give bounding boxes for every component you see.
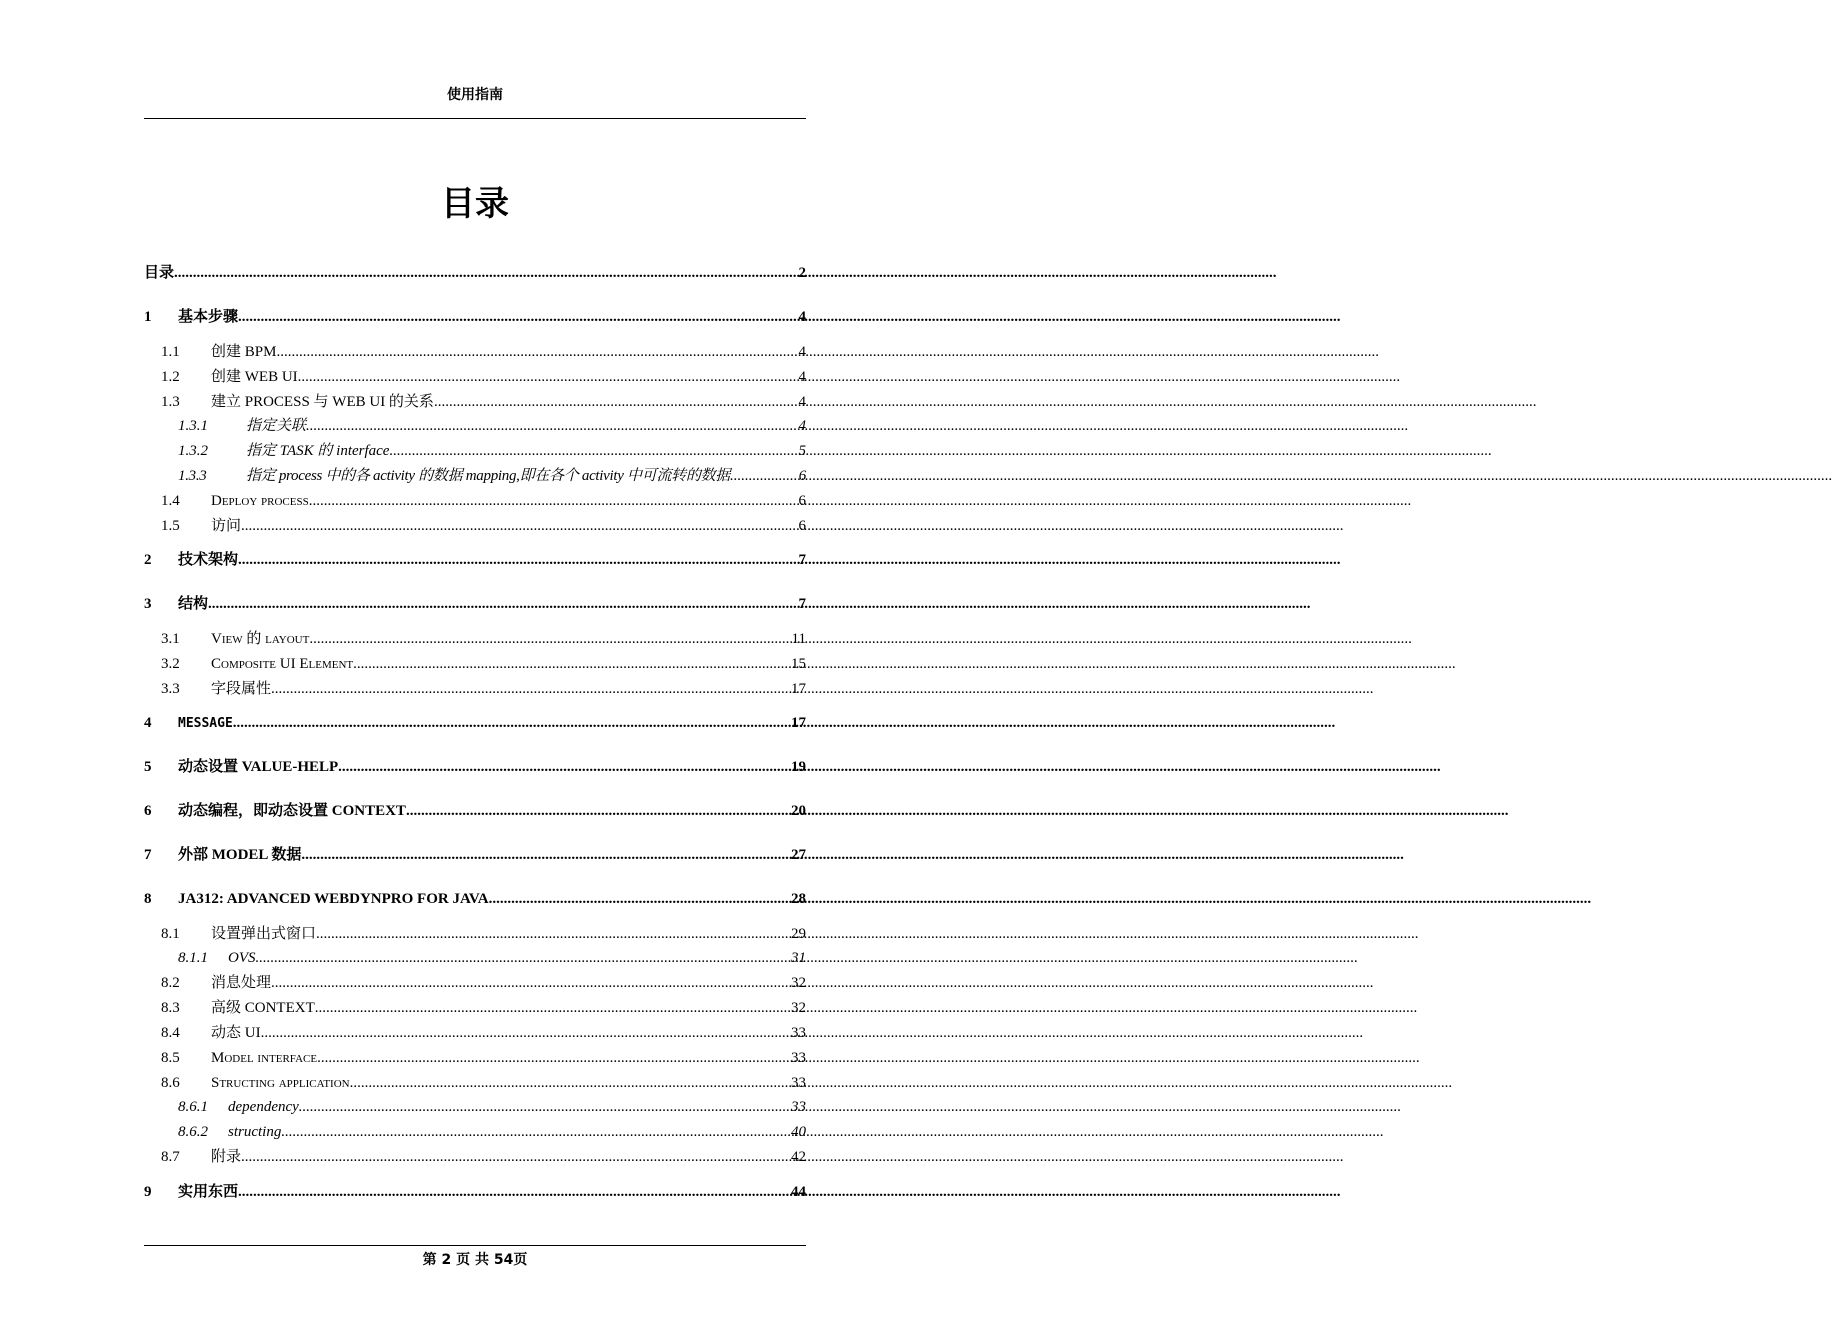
- toc-leader: [338, 756, 791, 778]
- toc-title: Structing application: [211, 1075, 350, 1091]
- toc-title: 动态编程，即动态设置 CONTEXT: [178, 803, 406, 819]
- toc-page: 7: [798, 596, 806, 612]
- toc-entry-4[interactable]: [144, 712, 806, 734]
- toc-page: 7: [798, 552, 806, 568]
- toc-entry-1-3[interactable]: [144, 391, 806, 413]
- toc-leader: [261, 1022, 791, 1044]
- toc-title: 外部 MODEL 数据: [178, 847, 302, 863]
- toc-leader: [306, 415, 798, 437]
- toc-page: 2: [798, 265, 806, 281]
- toc-leader: [309, 628, 791, 650]
- toc-leader: [241, 515, 798, 537]
- toc-page: 6: [798, 493, 806, 509]
- toc-title: 创建 BPM: [211, 344, 277, 360]
- toc-entry-8-6-2[interactable]: [144, 1121, 806, 1143]
- toc-number: 8.1: [161, 926, 180, 942]
- toc-page: 4: [798, 369, 806, 385]
- toc-page: 40: [791, 1124, 806, 1140]
- toc-page: 17: [791, 681, 806, 697]
- toc-page: 33: [791, 1050, 806, 1066]
- toc-page: 33: [791, 1099, 806, 1115]
- toc-leader: [309, 490, 799, 512]
- toc-page: 42: [791, 1149, 806, 1165]
- toc-leader: [434, 391, 799, 413]
- toc-title: 指定 TASK 的 interface: [246, 443, 390, 459]
- toc-leader: [233, 712, 791, 734]
- toc-number: 1.4: [161, 493, 180, 509]
- toc-title: 设置弹出式窗口: [211, 926, 317, 942]
- toc-title: 附录: [211, 1149, 242, 1165]
- toc-number: 3.3: [161, 681, 180, 697]
- toc-entry-contents[interactable]: [144, 262, 806, 284]
- toc-page: 29: [791, 926, 806, 942]
- toc-title: Deploy process: [211, 493, 309, 509]
- toc-leader: [238, 306, 798, 328]
- toc-entry-2[interactable]: [144, 549, 806, 571]
- toc-number: 1.1: [161, 344, 180, 360]
- toc-number: 8.6: [161, 1075, 180, 1091]
- toc-leader: [271, 678, 791, 700]
- toc-page: 33: [791, 1075, 806, 1091]
- toc-leader: [353, 653, 791, 675]
- toc-entry-8-1[interactable]: [144, 923, 806, 945]
- toc-number: 3.2: [161, 656, 180, 672]
- toc-page: 17: [791, 715, 806, 731]
- toc-number: 1.5: [161, 518, 180, 534]
- toc-leader: [730, 465, 799, 487]
- toc-number: 1: [144, 309, 152, 325]
- toc-entry-3-3[interactable]: [144, 678, 806, 700]
- toc-entry-3-1[interactable]: [144, 628, 806, 650]
- toc-page: 44: [791, 1184, 806, 1200]
- toc-entry-8-6-1[interactable]: [144, 1096, 806, 1118]
- toc-page: 20: [791, 803, 806, 819]
- toc-title: Model interface: [211, 1050, 318, 1066]
- toc-entry-3-2[interactable]: [144, 653, 806, 675]
- toc-page: 19: [791, 759, 806, 775]
- toc-entry-8-6[interactable]: [144, 1072, 806, 1094]
- toc-number: 8.1.1: [178, 950, 208, 966]
- toc-number: 7: [144, 847, 152, 863]
- toc-title: Composite UI Element: [211, 656, 354, 672]
- toc-entry-5[interactable]: [144, 756, 806, 778]
- toc-page: 32: [791, 1000, 806, 1016]
- toc-page: 4: [798, 344, 806, 360]
- toc-leader: [316, 923, 791, 945]
- toc-page: 6: [798, 518, 806, 534]
- toc-leader: [350, 1072, 791, 1094]
- toc-page: 6: [798, 468, 806, 484]
- toc-number: 9: [144, 1184, 152, 1200]
- toc-number: 8.5: [161, 1050, 180, 1066]
- toc-leader: [208, 593, 798, 615]
- toc-title: structing: [228, 1124, 282, 1140]
- toc-title: 动态 UI: [211, 1025, 261, 1041]
- toc-page: 15: [791, 656, 806, 672]
- toc-title: 指定 process 中的各 activity 的数据 mapping,即在各个 activity 中可流转的数据: [246, 468, 730, 484]
- toc-entry-9[interactable]: [144, 1181, 806, 1203]
- toc-number: 1.2: [161, 369, 180, 385]
- toc-leader: [389, 440, 798, 462]
- toc-leader: [271, 972, 791, 994]
- toc-entry-8-7[interactable]: [144, 1146, 806, 1168]
- toc-entry-1-1[interactable]: [144, 341, 806, 363]
- toc-number: 8.3: [161, 1000, 180, 1016]
- toc-page: 4: [798, 394, 806, 410]
- toc-entry-7[interactable]: [144, 844, 806, 866]
- toc-title: 结构: [178, 596, 209, 612]
- toc-page: 31: [791, 950, 806, 966]
- toc-number: 6: [144, 803, 152, 819]
- toc-number: 3.1: [161, 631, 180, 647]
- toc-title: 字段属性: [211, 681, 272, 697]
- toc-page: 4: [798, 418, 806, 434]
- toc-title: OVS: [228, 950, 256, 966]
- toc-entry-1-2[interactable]: [144, 366, 806, 388]
- toc-entry-1-4[interactable]: [144, 490, 806, 512]
- toc-page: 33: [791, 1025, 806, 1041]
- toc-entry-8-3[interactable]: [144, 997, 806, 1019]
- toc-leader: [317, 1047, 791, 1069]
- toc-title: 指定关联: [246, 418, 307, 434]
- toc-number: 8: [144, 891, 152, 907]
- page-title: 目录: [441, 184, 509, 224]
- running-header: 使用指南: [447, 87, 503, 103]
- toc-page: 28: [791, 891, 806, 907]
- toc-leader: [315, 997, 791, 1019]
- toc-entry-1[interactable]: [144, 306, 806, 328]
- toc-title: 实用东西: [178, 1184, 239, 1200]
- toc-title: 建立 PROCESS 与 WEB UI 的关系: [211, 394, 434, 410]
- toc-entry-1-5[interactable]: [144, 515, 806, 537]
- toc-page: 11: [791, 631, 806, 647]
- toc-title: 消息处理: [211, 975, 272, 991]
- toc-leader: [238, 549, 798, 571]
- toc-number: 8.7: [161, 1149, 180, 1165]
- header-divider: [144, 118, 806, 119]
- toc-leader: [301, 844, 791, 866]
- toc-number: 8.6.1: [178, 1099, 208, 1115]
- toc-leader: [406, 800, 791, 822]
- toc-entry-8-1-1[interactable]: [144, 947, 806, 969]
- toc-entry-8-4[interactable]: [144, 1022, 806, 1044]
- toc-entry-8-2[interactable]: [144, 972, 806, 994]
- toc-page: 32: [791, 975, 806, 991]
- toc-title: 高级 CONTEXT: [211, 1000, 315, 1016]
- toc-number: 5: [144, 759, 152, 775]
- toc-page: 27: [791, 847, 806, 863]
- toc-title: 技术架构: [178, 552, 239, 568]
- toc-leader: [489, 888, 791, 910]
- toc-leader: [281, 1121, 791, 1143]
- toc-title: 创建 WEB UI: [211, 369, 298, 385]
- toc-number: 1.3.1: [178, 418, 208, 434]
- toc-number: 8.4: [161, 1025, 180, 1041]
- toc-number: 1.3.3: [178, 468, 207, 484]
- toc-leader: [256, 947, 792, 969]
- toc-title: 动态设置 VALUE-HELP: [178, 759, 339, 775]
- toc-leader: [298, 366, 799, 388]
- toc-entry-8-5[interactable]: [144, 1047, 806, 1069]
- toc-number: 8.6.2: [178, 1124, 208, 1140]
- toc-title: View 的 layout: [211, 631, 310, 647]
- footer-divider: [144, 1245, 806, 1246]
- toc-number: 1.3.2: [178, 443, 208, 459]
- toc-title: 访问: [211, 518, 242, 534]
- toc-leader: [276, 341, 798, 363]
- toc-entry-8[interactable]: [144, 888, 806, 910]
- toc-title: 基本步骤: [178, 309, 239, 325]
- toc-title: MESSAGE: [178, 716, 233, 731]
- toc-number: 1.3: [161, 394, 180, 410]
- toc-entry-6[interactable]: [144, 800, 806, 822]
- toc-page: 5: [798, 443, 806, 459]
- toc-number: 3: [144, 596, 152, 612]
- toc-title: dependency: [228, 1099, 299, 1115]
- toc-entry-1-3-1[interactable]: [144, 415, 806, 437]
- toc-leader: [238, 1181, 791, 1203]
- toc-entry-1-3-2[interactable]: [144, 440, 806, 462]
- toc-page: 4: [798, 309, 806, 325]
- toc-number: 8.2: [161, 975, 180, 991]
- toc-leader: [241, 1146, 791, 1168]
- page-footer: 第 2 页 共 54页: [422, 1252, 528, 1268]
- toc-entry-1-3-3[interactable]: [144, 465, 806, 487]
- toc-number: 4: [144, 715, 152, 731]
- toc-title: 目录: [144, 265, 175, 281]
- toc-title: JA312: ADVANCED WEBDYNPRO FOR JAVA: [178, 891, 489, 907]
- toc-leader: [299, 1096, 791, 1118]
- toc-leader: [174, 262, 798, 284]
- toc-number: 2: [144, 552, 152, 568]
- toc-entry-3[interactable]: [144, 593, 806, 615]
